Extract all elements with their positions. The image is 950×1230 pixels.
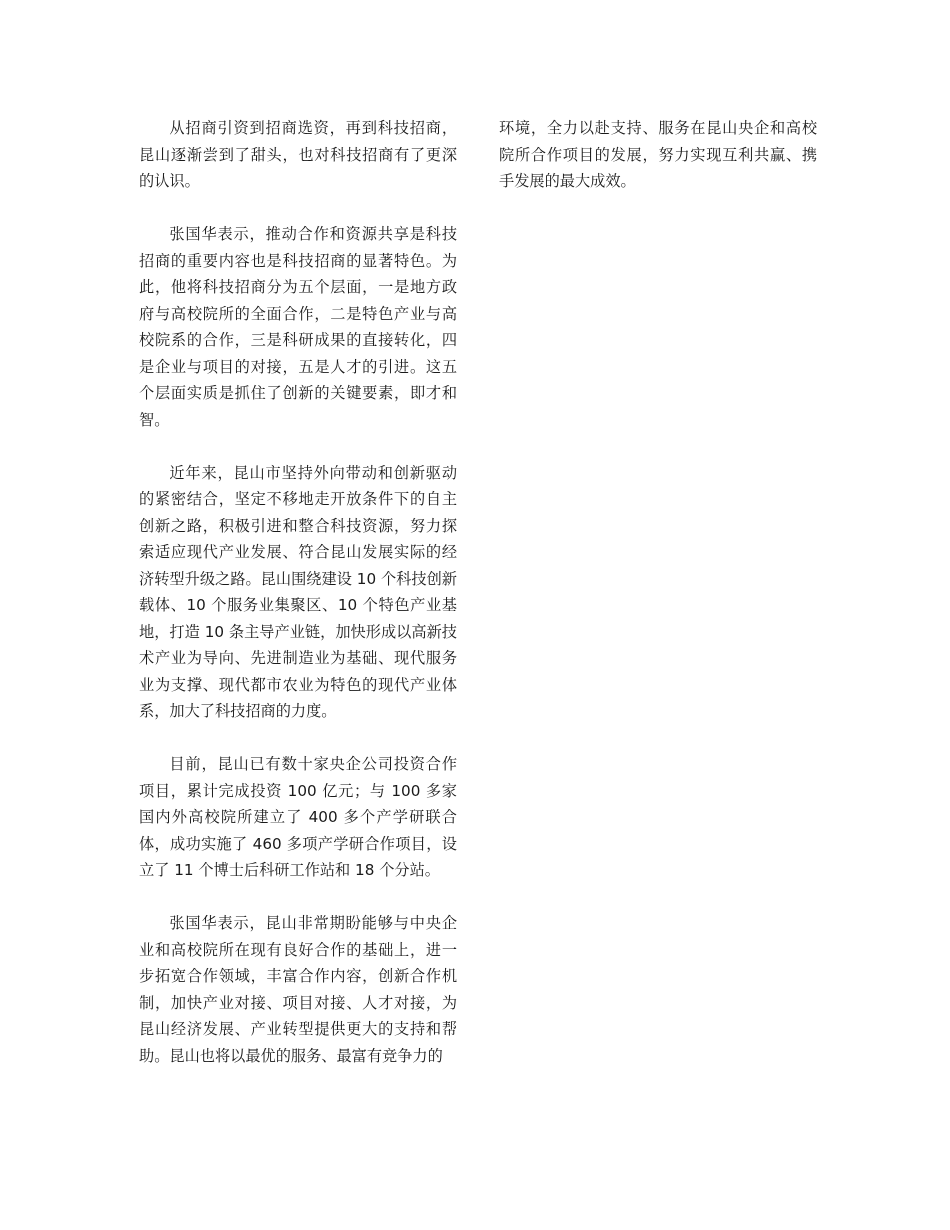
paragraph-intro: 从招商引资到招商选资，再到科技招商，昆山逐渐尝到了甜头，也对科技招商有了更深的认识。 bbox=[139, 119, 457, 190]
paragraph-five-levels: 张国华表示，推动合作和资源共享是科技招商的重要内容也是科技招商的显著特色。为此，他将科技招商分为五个层面，一是地方政府与高校院所的全面合作，二是特色产业与高校院系的合作，三是科研成果的直接转化，四是企业与项目的对接，五是人才的引进。这五个层面实质是抓住了创新的关键要素，即才和智。 bbox=[139, 225, 457, 429]
paragraph-current-status: 目前，昆山已有数十家央企公司投资合作项目，累计完成投资 100 亿元；与 100 多家国内外高校院所建立了 400 多个产学研联合体，成功实施了 460 多项产学研合作项目，设立了 11 个博士后科研工作站和 18 个分站。 bbox=[139, 755, 457, 879]
right-text-column bbox=[499, 115, 817, 221]
left-text-column bbox=[139, 115, 457, 1096]
paragraph-recent-years: 近年来，昆山市坚持外向带动和创新驱动的紧密结合，坚定不移地走开放条件下的自主创新之路，积极引进和整合科技资源，努力探索适应现代产业发展、符合昆山发展实际的经济转型升级之路。昆山围绕建设 10 个科技创新载体、10 个服务业集聚区、10 个特色产业基地，打造 10 条主导产业链，加快形成以高新技术产业为导向、先进制造业为基础、现代服务业为支撑、现代都市农业为特色的现代产业体系，加大了科技招商的力度。 bbox=[139, 463, 457, 720]
paragraph-expectation: 张国华表示，昆山非常期盼能够与中央企业和高校院所在现有良好合作的基础上，进一步拓宽合作领域，丰富合作内容，创新合作机制，加快产业对接、项目对接、人才对接，为昆山经济发展、产业转型提供更大的支持和帮助。昆山也将以最优的服务、最富有竞争力的 bbox=[139, 914, 457, 1065]
paragraph-continuation: 环境，全力以赴支持、服务在昆山央企和高校院所合作项目的发展，努力实现互利共赢、携手发展的最大成效。 bbox=[499, 119, 817, 190]
